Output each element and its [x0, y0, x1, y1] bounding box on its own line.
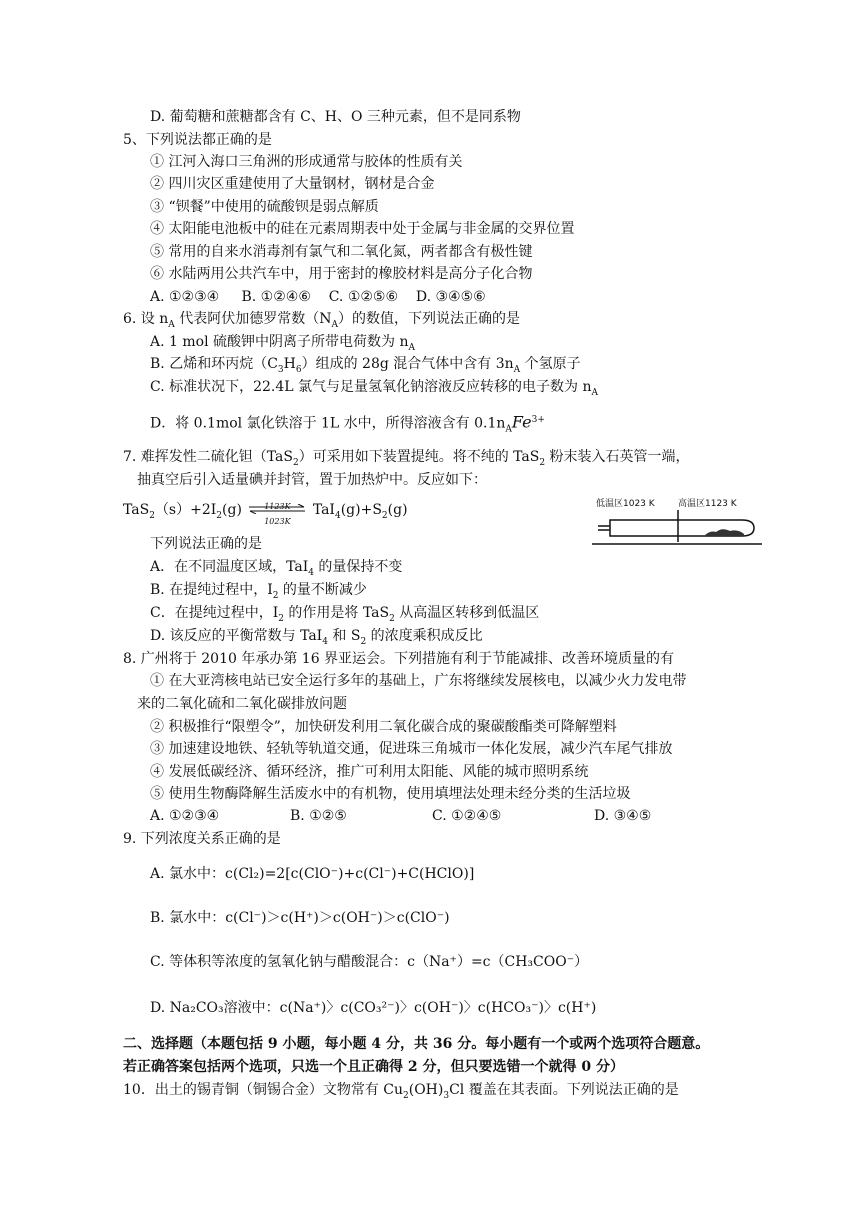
q7-d-sub: 2 [360, 636, 367, 647]
q7-eq-text: (g) [387, 502, 408, 518]
section-2-header-line1: 二、选择题（本题包括 9 小题，每小题 4 分，共 36 分。每小题有一个或两个选项符合题意。 [123, 1036, 710, 1052]
section-2-header-line2: 若正确答案包括两个选项，只选一个且正确得 2 分，但只要选错一个就得 0 分） [123, 1059, 624, 1075]
q7-option-b [150, 580, 367, 606]
q8-item-4: ④ 发展低碳经济、循环经济，推广可利用太阳能、风能的城市照明系统 [150, 764, 589, 780]
q6-stem-sub: A [331, 319, 338, 330]
q7-c-sub: 2 [278, 613, 284, 624]
q7-d-text: D. 该反应的平衡常数与 TaI [150, 628, 323, 644]
q7-c-text: 从高温区转移到低温区 [394, 605, 540, 621]
q10-sub: 3 [443, 1090, 450, 1101]
q7-option-d [150, 626, 483, 652]
q5-item-4: ④ 太阳能电池板中的硅在元素周期表中处于金属与非金属的交界位置 [150, 221, 575, 237]
q7-stem-text: 7. 难挥发性二硫化钽（TaS [123, 449, 293, 465]
q6-stem-part: 6. 设 n [123, 311, 169, 327]
q7-stem-text: 粉末装入石英管一端， [545, 449, 690, 465]
q6-stem-sub: A [168, 319, 175, 330]
q9-option-d: D. Na₂CO₃溶液中：c(Na⁺)〉c(CO₃²⁻)〉c(OH⁻)〉c(HCO₃⁻)〉c(H⁺) [150, 1000, 597, 1016]
q5-option-b: B. ①②④⑥ [241, 289, 311, 305]
q10-stem [123, 1080, 679, 1106]
q7-eq-text: (g) [222, 502, 242, 518]
q8-item-1a: ① 在大亚湾核电站已安全运行多年的基础上，广东将继续发展核电，以减少火力发电带 [150, 673, 687, 689]
q7-b-text: 的量不断减少 [278, 582, 367, 598]
q5-stem: 5、下列说法都正确的是 [123, 132, 272, 148]
q7-a-text: 的量保持不变 [313, 559, 403, 575]
q7-a-text: A．在不同温度区域，TaI [150, 559, 309, 575]
q6-d-ion: Fe [511, 412, 532, 432]
q6-option-b [150, 354, 581, 380]
q6-option-c [150, 377, 598, 403]
q10-text: 10．出土的锡青铜（铜锡合金）文物常有 Cu [123, 1082, 403, 1098]
q7-eq-text: (g)+S [340, 502, 382, 518]
q5-item-5: ⑤ 常用的自来水消毒剂有氯气和二氧化氮，两者都含有极性键 [150, 244, 533, 260]
q5-item-2: ② 四川灾区重建使用了大量钢材，钢材是合金 [150, 176, 435, 192]
q7-stem-line1 [123, 447, 690, 473]
q6-c-text: C. 标准状况下，22.4L 氯气与足量氢氧化钠溶液反应转移的电子数为 n [150, 379, 592, 395]
q6-b-sub: 6 [295, 364, 302, 375]
q10-text: (OH) [408, 1082, 444, 1098]
q6-stem-part: ）的数值，下列说法正确的是 [337, 311, 520, 327]
q6-d-sup: 3+ [531, 415, 545, 425]
q8-stem: 8. 广州将于 2010 年承办第 16 界亚运会。下列措施有利于节能减排、改善环境质量的有 [123, 651, 675, 667]
q6-b-text: B. 乙烯和环丙烷（C [150, 356, 278, 372]
q8-option-d: D. ③④⑤ [594, 808, 652, 824]
q6-b-sub: A [513, 364, 521, 375]
q7-d-text: 和 S [327, 628, 361, 644]
q5-item-3: ③ “钡餐”中使用的硫酸钡是弱点解质 [150, 199, 379, 215]
q4-option-d: D. 葡萄糖和蔗糖都含有 C、H、O 三种元素，但不是同系物 [150, 109, 521, 125]
q8-item-2: ② 积极推行“限塑令”，加快研发利用二氧化碳合成的聚碳酸酯类可降解塑料 [150, 719, 617, 735]
q6-d-text: D．将 0.1mol 氯化铁溶于 1L 水中，所得溶液含有 0.1n [150, 415, 506, 432]
q7-eq-sub: 2 [149, 510, 155, 521]
q7-eq-sub: 2 [381, 510, 388, 521]
q5-options [150, 287, 486, 307]
q8-item-1b: 来的二氧化硫和二氧化碳排放问题 [137, 696, 347, 712]
q6-option-d [150, 410, 545, 439]
q6-a-sub: A [408, 342, 415, 353]
q8-item-5: ⑤ 使用生物酶降解生活废水中的有机物，使用填埋法处理未经分类的生活垃圾 [150, 786, 631, 802]
q6-stem-part: 代表阿伏加德罗常数（N [174, 311, 332, 327]
q6-b-text: 个氢原子 [520, 356, 581, 372]
q5-item-6: ⑥ 水陆两用公共汽车中，用于密封的橡胶材料是高分子化合物 [150, 266, 533, 282]
quartz-tube-figure [592, 494, 762, 546]
q7-option-c [150, 603, 539, 629]
q8-option-b: B. ①②⑤ [290, 808, 347, 824]
arrow-bottom-label: 1023K [264, 517, 291, 526]
q7-ask: 下列说法正确的是 [150, 536, 262, 552]
q7-equation [123, 500, 408, 526]
q7-eq-text: TaI [312, 502, 335, 518]
q5-item-1: ① 江河入海口三角洲的形成通常与胶体的性质有关 [150, 154, 463, 170]
q10-text: Cl 覆盖在其表面。下列说法正确的是 [449, 1082, 679, 1098]
q5-option-a: A. ①②③④ [150, 289, 220, 305]
q5-option-d: D. ③④⑤⑥ [415, 289, 486, 305]
q7-stem-sub: 2 [539, 457, 546, 468]
q7-b-text: B. 在提纯过程中，I [150, 582, 273, 598]
q6-b-text: H [283, 356, 296, 372]
q6-stem [123, 309, 520, 335]
q7-c-text: 的作用是将 TaS [283, 605, 390, 621]
q9-option-a: A. 氯水中：c(Cl₂)=2[c(ClO⁻)+c(Cl⁻)+C(HClO)] [150, 866, 475, 882]
q6-b-sub: 3 [277, 364, 284, 375]
q6-c-sub: A [591, 387, 598, 398]
q7-eq-text: （s）+2I [154, 502, 217, 518]
q8-item-3: ③ 加速建设地铁、轻轨等轨道交通，促进珠三角城市一体化发展，减少汽车尾气排放 [150, 741, 673, 757]
q6-a-text: A. 1 mol 硫酸钾中阴离子所带电荷数为 n [150, 334, 409, 350]
q7-option-a [150, 557, 402, 583]
q7-stem-sub: 2 [293, 457, 299, 468]
q10-sub: 2 [403, 1090, 409, 1101]
q9-option-c: C. 等体积等浓度的氢氧化钠与醋酸混合：c（Na⁺）=c（CH₃COO⁻） [150, 954, 589, 970]
q9-stem: 9. 下列浓度关系正确的是 [123, 831, 281, 847]
q7-stem-text: ）可采用如下装置提纯。将不纯的 TaS [298, 449, 540, 465]
q7-b-sub: 2 [272, 590, 279, 601]
q6-b-text: ）组成的 28g 混合气体中含有 3n [301, 356, 514, 372]
q7-c-sub: 2 [389, 613, 395, 624]
fig-high-label: 高温区1123 K [678, 499, 737, 509]
q7-eq-text: TaS [123, 502, 150, 518]
q7-c-text: C．在提纯过程中，I [150, 605, 279, 621]
q9-option-b: B. 氯水中：c(Cl⁻)＞c(H⁺)＞c(OH⁻)＞c(ClO⁻) [150, 910, 450, 926]
q7-eq-sub: 2 [216, 510, 223, 521]
q7-d-sub: 4 [322, 636, 328, 647]
equilibrium-arrow-icon [248, 500, 306, 526]
q5-option-c: C. ①②⑤⑥ [328, 289, 399, 305]
quartz-tube-icon [592, 494, 762, 546]
arrow-top-label: 1123K [264, 502, 291, 511]
q7-eq-sub: 4 [334, 510, 341, 521]
q7-a-sub: 4 [308, 567, 314, 578]
q8-option-c: C. ①②④⑤ [432, 808, 502, 824]
q8-option-a: A. ①②③④ [150, 808, 220, 824]
fig-low-label: 低温区1023 K [596, 499, 655, 509]
q6-d-sub: A [505, 424, 512, 435]
q7-stem-line2: 抽真空后引入适量碘并封管，置于加热炉中。反应如下： [137, 472, 487, 488]
q7-d-text: 的浓度乘积成反比 [366, 628, 483, 644]
